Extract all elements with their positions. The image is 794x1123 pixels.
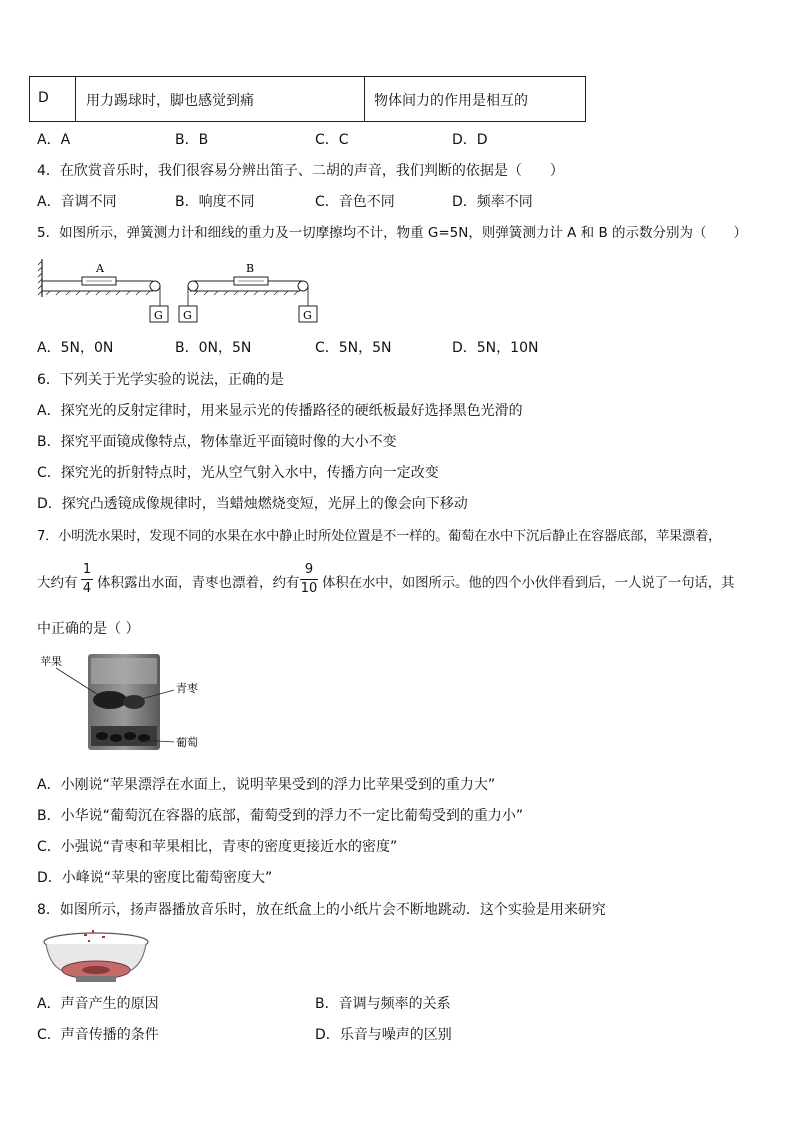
fraction-1-denominator: 4	[82, 581, 92, 596]
q4-option-d: D．频率不同	[452, 194, 533, 210]
table-letter-d: D	[38, 90, 49, 106]
q5-spring-scale-figure	[38, 255, 328, 325]
table-cell-phenomenon	[76, 77, 365, 121]
table-2-hatch	[194, 291, 298, 295]
weight-g-1-label: G	[154, 309, 163, 322]
q6-stem: 6．下列关于光学实验的说法，正确的是	[37, 372, 284, 388]
fraction-1-numerator: 1	[82, 562, 92, 577]
pulley-1	[150, 281, 160, 291]
table-phenomenon: 用力踢球时，脚也感觉到痛	[86, 93, 254, 109]
q4-option-b: B．响度不同	[175, 194, 255, 210]
q6-option-d: D．探究凸透镜成像规律时，当蜡烛燃烧变短，光屏上的像会向下移动	[37, 496, 468, 512]
q6-option-a: A．探究光的反射定律时，用来显示光的传播路径的硬纸板最好选择黑色光滑的	[37, 403, 523, 419]
table-cell-letter	[30, 77, 76, 121]
q3-option-b: B．B	[175, 132, 209, 148]
q7-option-a: A．小刚说“苹果漂浮在水面上，说明苹果受到的浮力比苹果受到的重力大”	[37, 777, 496, 793]
q5-option-c: C．5N，5N	[315, 340, 392, 356]
q4-option-c: C．音色不同	[315, 194, 395, 210]
q4-option-a: A．音调不同	[37, 194, 117, 210]
q4-stem: 4．在欣赏音乐时，我们很容易分辨出笛子、二胡的声音，我们判断的依据是（ ）	[37, 163, 564, 179]
q8-option-c: C．声音传播的条件	[37, 1027, 159, 1043]
fraction-2-denominator: 10	[300, 581, 318, 596]
q6-option-c: C．探究光的折射特点时，光从空气射入水中，传播方向一定改变	[37, 465, 439, 481]
q7-option-b: B．小华说“葡萄沉在容器的底部，葡萄受到的浮力不一定比葡萄受到的重力小”	[37, 808, 524, 824]
weight-g-3-label: G	[303, 309, 312, 322]
q7-option-d: D．小峰说“苹果的密度比葡萄密度大”	[37, 870, 273, 886]
q6-option-b: B．探究平面镜成像特点，物体靠近平面镜时像的大小不变	[37, 434, 397, 450]
q8-option-d: D．乐音与噪声的区别	[315, 1027, 452, 1043]
q8-option-b: B．音调与频率的关系	[315, 996, 451, 1012]
q3-option-d: D．D	[452, 132, 488, 148]
q3-option-a: A．A	[37, 132, 71, 148]
pulley-2-right	[298, 281, 308, 291]
fraction-nine-tenths	[300, 562, 318, 597]
q7-line-3: 中正确的是（ ）	[37, 621, 140, 637]
q7-line-2-a: 大约有	[37, 575, 78, 591]
weight-g-2-label: G	[183, 309, 192, 322]
label-jujube: 青枣	[176, 682, 198, 695]
paper-scraps	[84, 930, 105, 942]
answer-table-row-d	[29, 76, 586, 122]
q7-line-2-c: 体积在水中，如图所示。他的四个小伙伴看到后，一人说了一句话，其	[322, 575, 735, 591]
label-grape: 葡萄	[176, 736, 198, 749]
q5-stem: 5．如图所示，弹簧测力计和细线的重力及一切摩擦均不计，物重 G=5N，则弹簧测力计 A 和 B 的示数分别为（ ）	[37, 225, 748, 241]
q8-speaker-figure	[40, 928, 152, 986]
label-apple: 苹果	[40, 655, 62, 668]
fraction-2-numerator: 9	[304, 562, 314, 577]
q3-option-c: C．C	[315, 132, 349, 148]
q5-option-d: D．5N，10N	[452, 340, 539, 356]
q7-line-2-b: 体积露出水面，青枣也漂着，约有	[97, 575, 300, 591]
q8-stem: 8．如图所示，扬声器播放音乐时，放在纸盒上的小纸片会不断地跳动．这个实验是用来研究	[37, 902, 606, 918]
q7-line-1: 7．小明洗水果时，发现不同的水果在水中静止时所处位置是不一样的。葡萄在水中下沉后静止在容器底部，苹果漂着，	[37, 529, 721, 544]
q5-option-b: B．0N，5N	[175, 340, 252, 356]
q5-option-a: A．5N，0N	[37, 340, 114, 356]
speaker-magnet	[76, 976, 116, 982]
spring-scale-b-label: B	[246, 262, 255, 275]
fraction-one-quarter	[81, 562, 93, 597]
q7-fruit-figure	[38, 650, 218, 752]
q7-option-c: C．小强说“青枣和苹果相比，青枣的密度更接近水的密度”	[37, 839, 398, 855]
apple-shape	[93, 691, 127, 709]
jujube-shape	[123, 695, 145, 709]
q8-option-a: A．声音产生的原因	[37, 996, 159, 1012]
grape-shape	[96, 732, 108, 740]
table-explanation: 物体间力的作用是相互的	[374, 93, 528, 109]
spring-scale-a-label: A	[96, 262, 104, 275]
table-1-hatch	[46, 291, 150, 295]
pulley-2-left	[188, 281, 198, 291]
